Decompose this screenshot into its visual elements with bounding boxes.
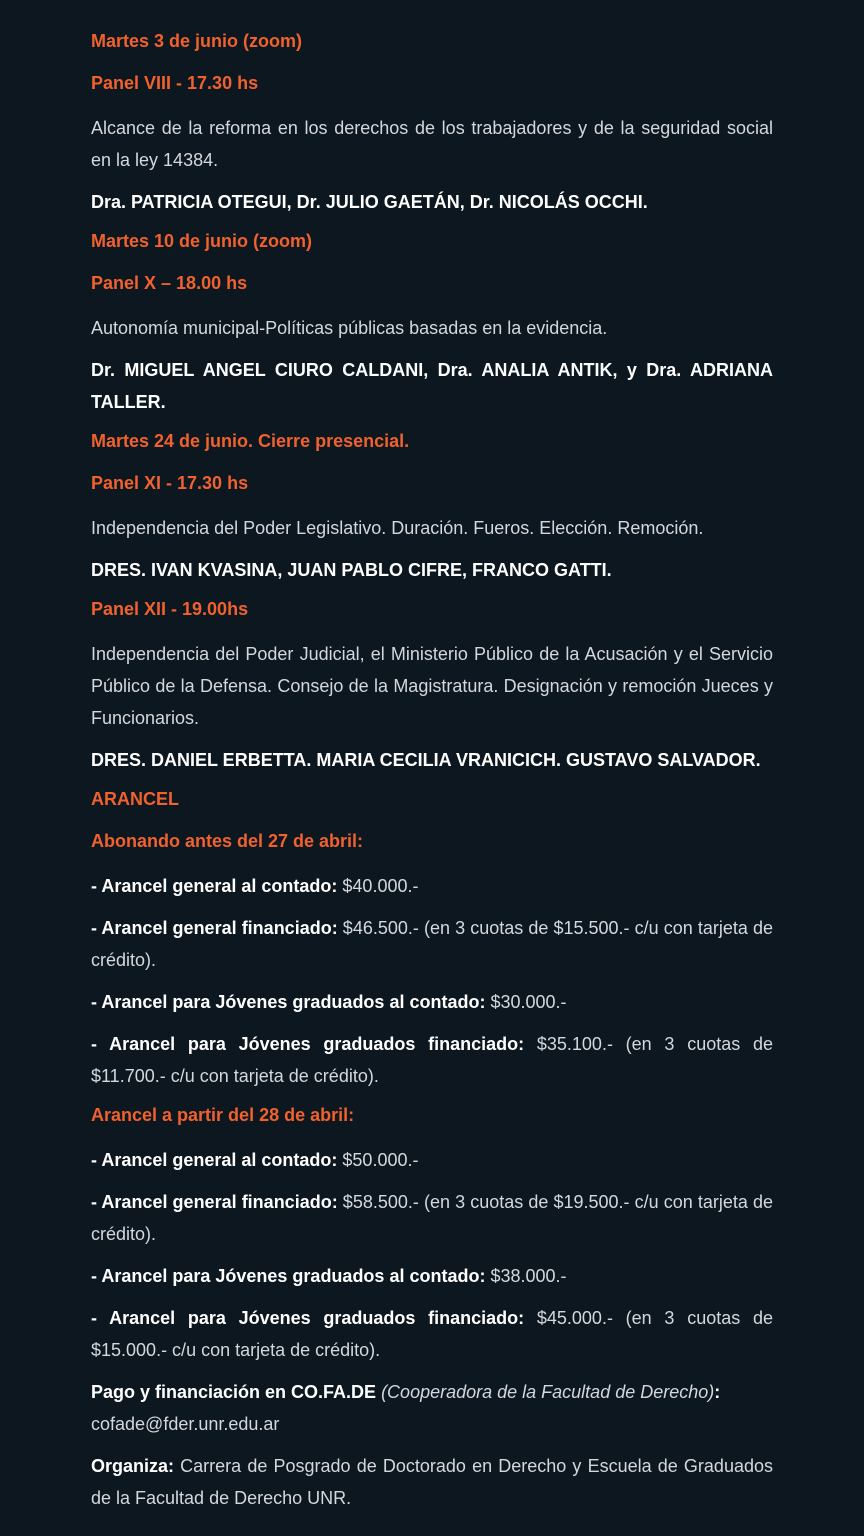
- fee-item: [91, 870, 773, 902]
- fee-value: $30.000.-: [485, 992, 567, 1012]
- fee-value: $50.000.-: [337, 1150, 419, 1170]
- panel-title: Panel XI - 17.30 hs: [91, 473, 249, 493]
- fee-value: $45.000.- (en 3 cuotas de $15.000.- c/u con tarjeta de crédito).: [91, 1308, 773, 1360]
- fee-item: [91, 1302, 773, 1366]
- panel-title: Panel VIII - 17.30 hs: [91, 73, 259, 93]
- panel-title: Panel XII - 19.00hs: [91, 599, 249, 619]
- fee-value: $35.100.- (en 3 cuotas de $11.700.- c/u con tarjeta de crédito).: [91, 1034, 773, 1086]
- organizer-info: [91, 1450, 773, 1514]
- fee-label: - Arancel para Jóvenes graduados al contado:: [91, 1266, 486, 1286]
- fee-value: $58.500.- (en 3 cuotas de $19.500.- c/u con tarjeta de crédito).: [91, 1192, 773, 1244]
- fee-item: [91, 986, 773, 1018]
- fee-item: [91, 1144, 773, 1176]
- fee-value: $40.000.-: [337, 876, 419, 896]
- session-date: Martes 3 de junio (zoom): [91, 31, 303, 51]
- payment-info: [91, 1376, 773, 1440]
- panel-topic: Alcance de la reforma en los derechos de los trabajadores y de la seguridad social en la ley 14384.: [91, 118, 773, 170]
- fee-label: - Arancel para Jóvenes graduados financiado:: [91, 1308, 525, 1328]
- payment-note: (Cooperadora de la Facultad de Derecho): [376, 1382, 715, 1402]
- payment-email[interactable]: cofade@fder.unr.edu.ar: [91, 1414, 280, 1434]
- panel-topic: Independencia del Poder Legislativo. Duración. Fueros. Elección. Remoción.: [91, 518, 704, 538]
- fee-item: [91, 1260, 773, 1292]
- organizer-text: Carrera de Posgrado de Doctorado en Derecho y Escuela de Graduados de la Facultad de Derecho UNR.: [91, 1456, 773, 1508]
- fee-label: - Arancel general al contado:: [91, 1150, 338, 1170]
- payment-label: Pago y financiación en CO.FA.DE: [91, 1382, 377, 1402]
- late-fee-heading: Arancel a partir del 28 de abril:: [91, 1105, 355, 1125]
- session-date: Martes 24 de junio. Cierre presencial.: [91, 431, 410, 451]
- fee-label: - Arancel general al contado:: [91, 876, 338, 896]
- panel-topic: Autonomía municipal-Políticas públicas basadas en la evidencia.: [91, 318, 608, 338]
- panel-title: Panel X – 18.00 hs: [91, 273, 248, 293]
- early-fee-heading: Abonando antes del 27 de abril:: [91, 831, 364, 851]
- fee-item: [91, 1186, 773, 1250]
- fee-item: [91, 912, 773, 976]
- panel-speakers: Dra. PATRICIA OTEGUI, Dr. JULIO GAETÁN, Dr. NICOLÁS OCCHI.: [91, 192, 648, 212]
- panel-speakers: DRES. DANIEL ERBETTA. MARIA CECILIA VRANICICH. GUSTAVO SALVADOR.: [91, 750, 761, 770]
- session-date: Martes 10 de junio (zoom): [91, 231, 313, 251]
- panel-topic: Independencia del Poder Judicial, el Ministerio Público de la Acusación y el Servicio Público de la Defensa. Consejo de la Magistratura. Designación y remoción Jueces y Funcionarios.: [91, 644, 773, 728]
- payment-colon: :: [714, 1382, 721, 1402]
- fee-label: - Arancel para Jóvenes graduados al contado:: [91, 992, 486, 1012]
- fee-value: $38.000.-: [485, 1266, 567, 1286]
- fee-value: $46.500.- (en 3 cuotas de $15.500.- c/u con tarjeta de crédito).: [91, 918, 773, 970]
- arancel-heading: ARANCEL: [91, 789, 179, 809]
- fee-label: - Arancel general financiado:: [91, 918, 338, 938]
- organizer-label: Organiza:: [91, 1456, 175, 1476]
- event-program: [91, 28, 773, 1524]
- panel-speakers: DRES. IVAN KVASINA, JUAN PABLO CIFRE, FRANCO GATTI.: [91, 560, 612, 580]
- panel-speakers: Dr. MIGUEL ANGEL CIURO CALDANI, Dra. ANALIA ANTIK, y Dra. ADRIANA TALLER.: [91, 360, 773, 412]
- fee-label: - Arancel para Jóvenes graduados financiado:: [91, 1034, 525, 1054]
- fee-label: - Arancel general financiado:: [91, 1192, 338, 1212]
- fee-item: [91, 1028, 773, 1092]
